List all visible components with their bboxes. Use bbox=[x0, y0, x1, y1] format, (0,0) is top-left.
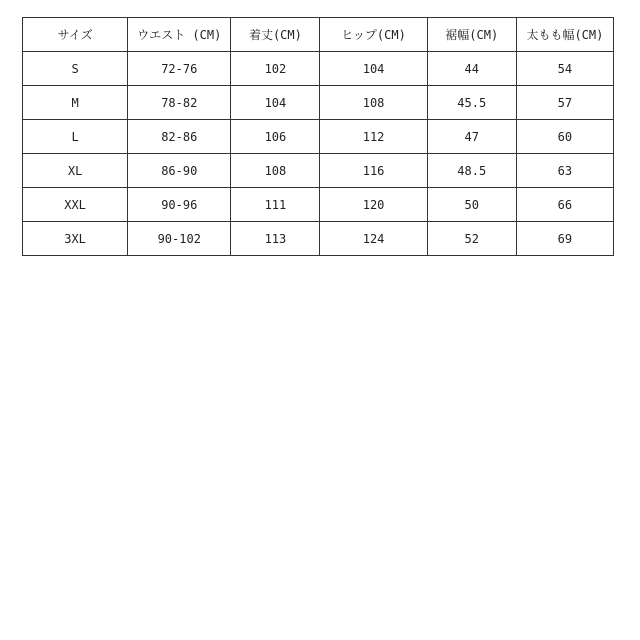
cell-waist: 78-82 bbox=[128, 86, 231, 120]
cell-thigh-width: 57 bbox=[516, 86, 613, 120]
cell-hip: 104 bbox=[320, 52, 427, 86]
cell-thigh-width: 69 bbox=[516, 222, 613, 256]
cell-size: XXL bbox=[23, 188, 128, 222]
cell-hem-width: 45.5 bbox=[427, 86, 516, 120]
table-row bbox=[23, 52, 614, 86]
cell-hip: 116 bbox=[320, 154, 427, 188]
table-row bbox=[23, 154, 614, 188]
cell-size: M bbox=[23, 86, 128, 120]
cell-length: 113 bbox=[231, 222, 320, 256]
table-row bbox=[23, 188, 614, 222]
cell-thigh-width: 63 bbox=[516, 154, 613, 188]
table-row bbox=[23, 86, 614, 120]
header-waist: ウエスト (CM) bbox=[128, 18, 231, 52]
header-hip: ヒップ(CM) bbox=[320, 18, 427, 52]
cell-size: S bbox=[23, 52, 128, 86]
cell-hip: 124 bbox=[320, 222, 427, 256]
cell-length: 106 bbox=[231, 120, 320, 154]
cell-waist: 86-90 bbox=[128, 154, 231, 188]
cell-thigh-width: 66 bbox=[516, 188, 613, 222]
cell-hem-width: 48.5 bbox=[427, 154, 516, 188]
header-length: 着丈(CM) bbox=[231, 18, 320, 52]
header-size: サイズ bbox=[23, 18, 128, 52]
cell-hem-width: 50 bbox=[427, 188, 516, 222]
cell-length: 102 bbox=[231, 52, 320, 86]
cell-waist: 82-86 bbox=[128, 120, 231, 154]
cell-waist: 90-102 bbox=[128, 222, 231, 256]
cell-hem-width: 44 bbox=[427, 52, 516, 86]
cell-thigh-width: 60 bbox=[516, 120, 613, 154]
cell-waist: 72-76 bbox=[128, 52, 231, 86]
cell-hem-width: 52 bbox=[427, 222, 516, 256]
cell-size: 3XL bbox=[23, 222, 128, 256]
cell-length: 108 bbox=[231, 154, 320, 188]
table-row bbox=[23, 120, 614, 154]
size-chart-table bbox=[22, 17, 614, 256]
header-row bbox=[23, 18, 614, 52]
cell-length: 104 bbox=[231, 86, 320, 120]
cell-length: 111 bbox=[231, 188, 320, 222]
cell-hip: 120 bbox=[320, 188, 427, 222]
cell-size: XL bbox=[23, 154, 128, 188]
header-hem-width: 裾幅(CM) bbox=[427, 18, 516, 52]
cell-thigh-width: 54 bbox=[516, 52, 613, 86]
cell-waist: 90-96 bbox=[128, 188, 231, 222]
cell-hem-width: 47 bbox=[427, 120, 516, 154]
cell-hip: 108 bbox=[320, 86, 427, 120]
header-thigh-width: 太もも幅(CM) bbox=[516, 18, 613, 52]
cell-hip: 112 bbox=[320, 120, 427, 154]
table-row bbox=[23, 222, 614, 256]
cell-size: L bbox=[23, 120, 128, 154]
